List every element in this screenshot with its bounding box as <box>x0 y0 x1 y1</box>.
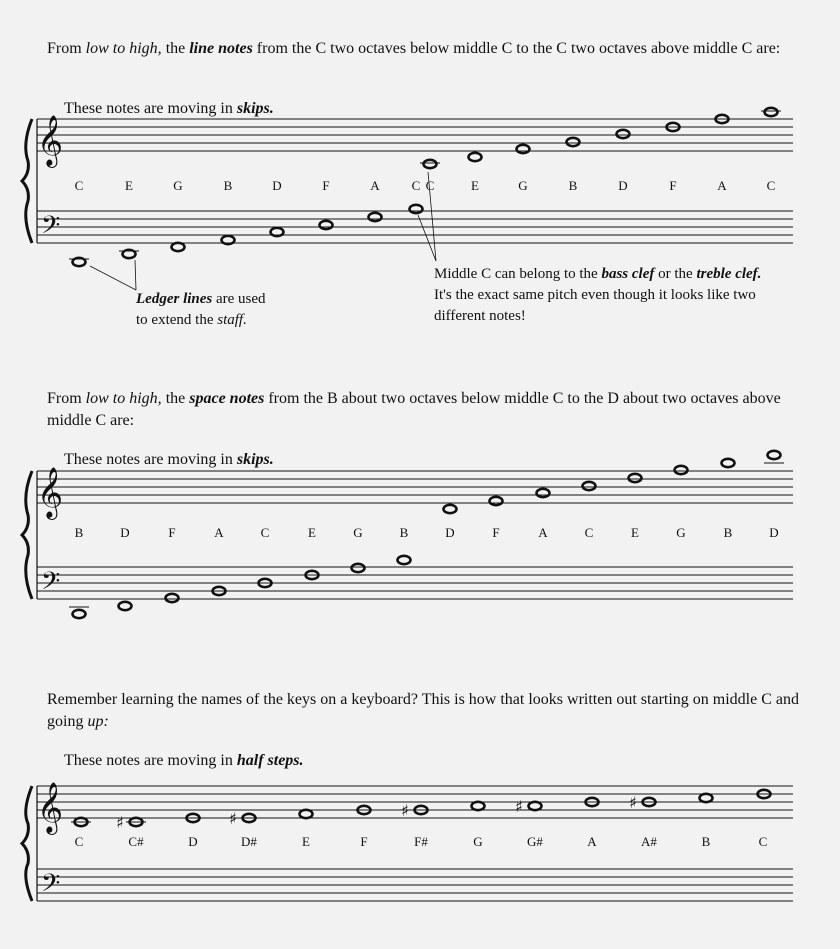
section3-heading: These notes are moving in half steps. <box>64 752 304 769</box>
treble-clef-icon: 𝄞 <box>37 115 64 166</box>
note-name: B <box>74 525 84 540</box>
note-name: C <box>74 178 84 193</box>
bass-note <box>352 564 365 572</box>
bass-note <box>166 594 179 602</box>
note-name: C <box>758 834 768 849</box>
bass-note <box>320 221 333 229</box>
bass-note <box>398 556 411 564</box>
bass-note <box>119 602 132 610</box>
sharp-icon: ♯ <box>229 809 237 828</box>
sharp-icon: ♯ <box>116 813 124 832</box>
note-name: G# <box>527 834 543 849</box>
sharp-icon: ♯ <box>401 801 409 820</box>
note-name: F <box>360 834 368 849</box>
note-name: F# <box>414 834 428 849</box>
note-name: B <box>399 525 409 540</box>
note-name: G <box>473 834 483 849</box>
note-name: A <box>214 525 224 540</box>
treble-note <box>444 505 457 513</box>
bass-clef-icon: 𝄢 <box>41 567 61 602</box>
treble-note <box>517 145 530 153</box>
treble-note <box>765 108 778 116</box>
treble-note <box>583 482 596 490</box>
treble-note <box>537 489 550 497</box>
bass-note <box>271 228 284 236</box>
note-name: G <box>173 178 183 193</box>
note-name: C <box>766 178 776 193</box>
bass-note <box>369 213 382 221</box>
treble-note <box>567 138 580 146</box>
treble-note <box>529 802 542 810</box>
sharp-icon: ♯ <box>515 797 523 816</box>
bass-note <box>410 205 423 213</box>
bass-clef-icon: 𝄢 <box>41 211 61 246</box>
ledger-pointer <box>90 266 136 290</box>
note-name: B <box>568 178 578 193</box>
treble-note <box>629 474 642 482</box>
note-name: C <box>425 178 435 193</box>
note-name: F <box>492 525 500 540</box>
note-name: A <box>587 834 597 849</box>
note-name: G <box>676 525 686 540</box>
note-name: F <box>669 178 677 193</box>
note-name: E <box>125 178 133 193</box>
section3-intro: Remember learning the names of the keys on a keyboard? This is how that looks written out starting on middle C and going up: <box>47 691 799 730</box>
section1-heading: These notes are moving in skips. <box>64 100 274 117</box>
bass-clef-icon: 𝄢 <box>41 869 61 904</box>
note-name: G <box>353 525 363 540</box>
note-name: F <box>168 525 176 540</box>
treble-note <box>424 160 437 168</box>
treble-clef-icon: 𝄞 <box>37 467 64 518</box>
treble-clef-icon: 𝄞 <box>37 782 64 833</box>
note-name: C <box>411 178 421 193</box>
ledger-lines-annotation: Ledger lines are used to extend the staff. <box>136 291 266 328</box>
grand-staff-brace <box>22 471 32 599</box>
treble-note <box>469 153 482 161</box>
middle-c-pointer <box>418 215 436 261</box>
note-name: E <box>631 525 639 540</box>
note-name: A <box>717 178 727 193</box>
note-name: G <box>518 178 528 193</box>
note-name: C <box>584 525 594 540</box>
treble-note <box>300 810 313 818</box>
treble-note <box>675 466 688 474</box>
middle-c-annotation: Middle C can belong to the bass clef or the treble clef. It's the exact same pitch even though it looks like two different notes! <box>434 266 762 324</box>
section2-intro: From low to high, the space notes from the B about two octaves below middle C to the D about two octaves above middle C are: <box>47 390 781 429</box>
bass-note <box>73 610 86 618</box>
section1-intro: From low to high, the line notes from the C two octaves below middle C to the C two octaves above middle C are: <box>47 40 781 57</box>
note-name: F <box>322 178 330 193</box>
note-name: E <box>471 178 479 193</box>
note-name: D <box>272 178 282 193</box>
note-name: D <box>618 178 628 193</box>
treble-note <box>768 451 781 459</box>
treble-note <box>722 459 735 467</box>
note-name: D <box>188 834 198 849</box>
treble-note <box>700 794 713 802</box>
note-name: D <box>445 525 455 540</box>
ledger-pointer <box>135 260 136 290</box>
note-name: C <box>260 525 270 540</box>
note-name: A# <box>641 834 657 849</box>
note-name: B <box>723 525 733 540</box>
treble-note <box>490 497 503 505</box>
note-name: A <box>538 525 548 540</box>
note-name: B <box>701 834 711 849</box>
bass-note <box>172 243 185 251</box>
note-name: C <box>74 834 84 849</box>
grand-staff-brace <box>22 786 32 901</box>
sharp-icon: ♯ <box>629 793 637 812</box>
note-name: D <box>769 525 779 540</box>
note-name: E <box>302 834 310 849</box>
treble-note <box>472 802 485 810</box>
bass-note <box>222 236 235 244</box>
note-name: D# <box>241 834 257 849</box>
section2-heading: These notes are moving in skips. <box>64 451 274 468</box>
note-name: A <box>370 178 380 193</box>
treble-note <box>617 130 630 138</box>
note-name: E <box>308 525 316 540</box>
note-name: D <box>120 525 130 540</box>
grand-staff-brace <box>22 119 32 243</box>
note-name: C# <box>128 834 144 849</box>
note-name: B <box>223 178 233 193</box>
